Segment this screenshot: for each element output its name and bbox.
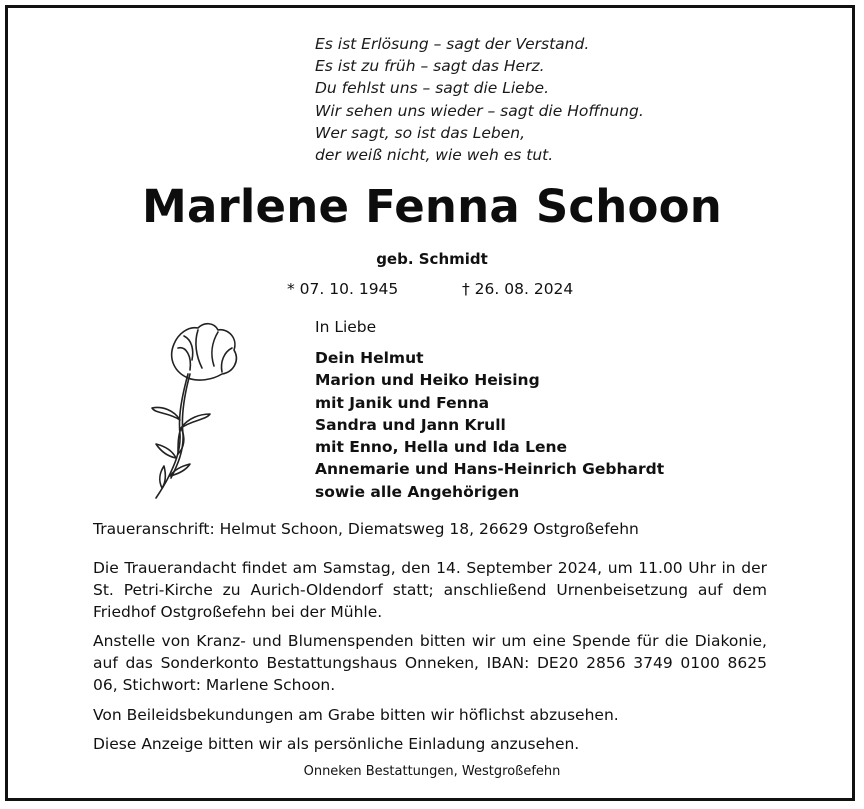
mourner-line: sowie alle Angehörigen: [315, 482, 520, 501]
mourner-line: Marion und Heiko Heising: [315, 371, 540, 390]
poem-line: Wir sehen uns wieder – sagt die Hoffnung.: [315, 101, 644, 120]
service-info-paragraph: Die Trauerandacht findet am Samstag, den 14. September 2024, um 11.00 Uhr in der St. Petri-Kirche zu Aurich-Oldendorf statt; anschließend Urnenbeisetzung auf dem Friedhof Ostgroßefehn bei der Mühle.: [93, 559, 767, 622]
mourners-list: [315, 347, 664, 503]
poem-line: Du fehlst uns – sagt die Liebe.: [315, 79, 550, 98]
mourner-line: mit Enno, Hella und Ida Lene: [315, 438, 568, 457]
in-love-label: In Liebe: [315, 318, 377, 336]
poem-line: Wer sagt, so ist das Leben,: [315, 123, 526, 142]
donation-info-paragraph: Anstelle von Kranz- und Blumenspenden bitten wir um eine Spende für die Diakonie, auf das Sonderkonto Bestattungshaus Onneken, IBAN: DE20 2856 3749 0100 8625 06, Stichwort: Marlene Schoon.: [93, 632, 767, 695]
poem: [315, 33, 644, 166]
birth-date: * 07. 10. 1945: [287, 280, 399, 298]
rose-drawing-icon: [148, 316, 248, 502]
invitation-note: Diese Anzeige bitten wir als persönliche Einladung anzusehen.: [93, 735, 580, 753]
death-date: † 26. 08. 2024: [462, 280, 574, 298]
condolence-note: Von Beileidsbekundungen am Grabe bitten wir höflichst abzusehen.: [93, 706, 619, 724]
mourner-line: Sandra und Jann Krull: [315, 415, 506, 434]
mourner-line: Annemarie und Hans-Heinrich Gebhardt: [315, 460, 665, 479]
poem-line: Es ist Erlösung – sagt der Verstand.: [315, 35, 590, 53]
funeral-home-footer: Onneken Bestattungen, Westgroßefehn: [303, 764, 561, 779]
poem-line: Es ist zu früh – sagt das Herz.: [315, 57, 545, 76]
maiden-name: geb. Schmidt: [376, 250, 488, 268]
poem-line: der weiß nicht, wie weh es tut.: [315, 146, 554, 165]
mourner-line: Dein Helmut: [315, 349, 424, 367]
mourning-address: Traueranschrift: Helmut Schoon, Diematsweg 18, 26629 Ostgroßefehn: [93, 520, 639, 538]
deceased-name: Marlene Fenna Schoon: [141, 180, 723, 233]
mourner-line: mit Janik und Fenna: [315, 393, 490, 412]
